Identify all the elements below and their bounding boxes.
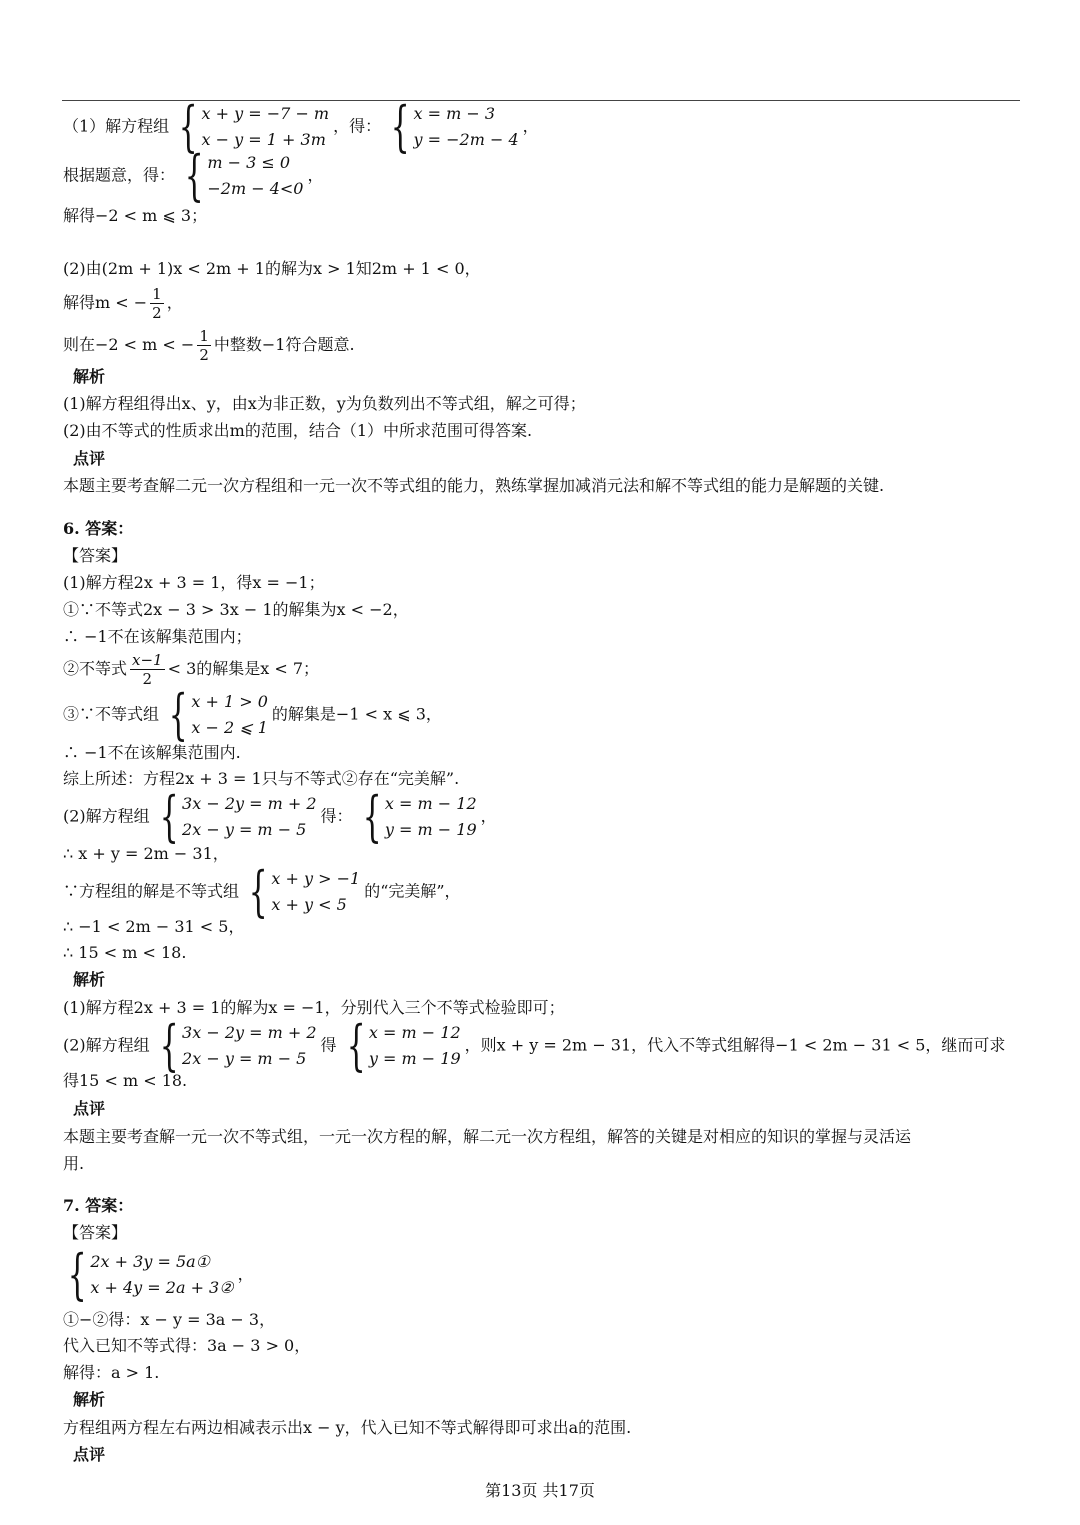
q7-system: { 2x + 3y = 5a① x + 4y = 2a + 3② ， [60, 1248, 254, 1302]
q6-line-11: ∴ −1 < 2m − 31 < 5， [63, 917, 245, 936]
q5-analysis-title: 解析 [73, 367, 106, 386]
q6-analysis-1: (1)解方程2x + 3 = 1的解为x = −1，分别代入三个不等式检验即可； [63, 998, 565, 1017]
q5-analysis-2: (2)由不等式的性质求出m的范围，结合（1）中所求范围可得答案. [63, 421, 533, 440]
inequality-system: { m − 3 ≤ 0 −2m − 4<0 [184, 144, 304, 207]
q7-line-1: ①−②得：x − y = 3a − 3， [63, 1310, 276, 1329]
fraction: $\frac{1}{2}$ [199, 327, 209, 364]
q5-comment: 本题主要考查解二元一次方程组和一元一次不等式组的能力，熟练掌握加减消元法和解不等式组的能力是解题的关键. [63, 476, 885, 495]
q5-comment-title: 点评 [73, 449, 106, 468]
q6-analysis-title: 解析 [73, 970, 106, 989]
q7-heading: 7. 答案： [63, 1196, 134, 1215]
q5-line-integer: 则在−2 < m < − $\frac{1}{2}$ 中整数−1符合题意. [63, 327, 355, 364]
q6-line-3: ∴ −1不在该解集范围内； [63, 627, 252, 646]
q5-line-solve-system: （1）解方程组 { x + y = −7 − m x − y = 1 + 3m ，得： { x = m − 3 y = −2m − 4 ， [63, 95, 539, 158]
q7-analysis-1: 方程组两方程左右两边相减表示出x − y，代入已知不等式解得即可求出a的范围. [63, 1418, 632, 1437]
fraction: $\frac{1}{2}$ [152, 285, 162, 322]
q6-comment-2: 用. [63, 1154, 85, 1173]
q5-line-m-range: 解得m < − $\frac{1}{2}$ ， [63, 285, 183, 322]
q5-line-part2: (2)由(2m + 1)x < 2m + 1的解为x > 1知2m + 1 < 0， [63, 259, 481, 278]
equation-system: { x = m − 3 y = −2m − 4 [390, 95, 519, 158]
q7-line-2: 代入已知不等式得：3a − 3 > 0， [63, 1336, 311, 1355]
q6-line-12: ∴ 15 < m < 18. [63, 943, 187, 962]
q6-analysis-2: (2)解方程组 { 3x − 2y = m + 2 2x − y = m − 5 得 { x = m − 12 y = m − 19 ，则x + y = 2m − 31，代入不等式组解得−1 < 2m − 31 < 5，继而可求 [63, 1014, 1006, 1077]
q5-line-condition: 根据题意，得： { m − 3 ≤ 0 −2m − 4<0 ， [63, 144, 324, 207]
fraction: $\frac{x-1}{2}$ [132, 651, 163, 688]
q6-analysis-3: 得15 < m < 18. [63, 1071, 188, 1090]
equation-system: { x = m − 12 y = m − 19 [346, 1014, 461, 1077]
q7-analysis-title: 解析 [73, 1390, 106, 1409]
q6-line-5: ③∵不等式组 { x + 1 > 0 x − 2 ⩽ 1 的解集是−1 < x ⩽ 3， [63, 683, 442, 746]
q5-line-result: 解得−2 < m ⩽ 3； [63, 206, 208, 225]
inequality-system: { x + 1 > 0 x − 2 ⩽ 1 [168, 683, 268, 746]
equation-system: { 2x + 3y = 5a① x + 4y = 2a + 3② [67, 1243, 234, 1306]
equation-system: { 3x − 2y = m + 2 2x − y = m − 5 [159, 785, 317, 848]
q6-line-9: ∴ x + y = 2m − 31， [63, 844, 229, 863]
q6-comment-title: 点评 [73, 1099, 106, 1118]
equation-system: { x + y = −7 − m x − y = 1 + 3m [178, 95, 330, 158]
q6-line-10: ∵方程组的解是不等式组 { x + y > −1 x + y < 5 的“完美解”， [63, 860, 461, 923]
q7-comment-title: 点评 [73, 1445, 106, 1464]
q7-line-3: 解得：a > 1. [63, 1363, 160, 1382]
q6-comment-1: 本题主要考查解一元一次不等式组，一元一次方程的解，解二元一次方程组，解答的关键是对相应的知识的掌握与灵活运 [63, 1127, 912, 1146]
q6-line-2: ①∵不等式2x − 3 > 3x − 1的解集为x < −2， [63, 600, 409, 619]
inequality-system: { x + y > −1 x + y < 5 [248, 860, 361, 923]
q6-line-6: ∴ −1不在该解集范围内. [63, 743, 241, 762]
equation-system: { 3x − 2y = m + 2 2x − y = m − 5 [159, 1014, 317, 1077]
q5-analysis-1: (1)解方程组得出x、y，由x为非正数，y为负数列出不等式组，解之可得； [63, 394, 586, 413]
q6-answer-tag: 【答案】 [63, 546, 128, 565]
q6-line-1: (1)解方程2x + 3 = 1，得x = −1； [63, 573, 325, 592]
page-footer: 第13页 共17页 [485, 1481, 595, 1500]
q6-heading: 6. 答案： [63, 519, 134, 538]
q6-line-8: (2)解方程组 { 3x − 2y = m + 2 2x − y = m − 5 得： { x = m − 12 y = m − 19 ， [63, 785, 497, 848]
q6-line-4: ②不等式 $\frac{x-1}{2}$ < 3的解集是x < 7； [63, 651, 320, 688]
equation-system: { x = m − 12 y = m − 19 [362, 785, 477, 848]
q7-answer-tag: 【答案】 [63, 1223, 128, 1242]
q6-line-7: 综上所述：方程2x + 3 = 1只与不等式②存在“完美解”. [63, 769, 460, 788]
